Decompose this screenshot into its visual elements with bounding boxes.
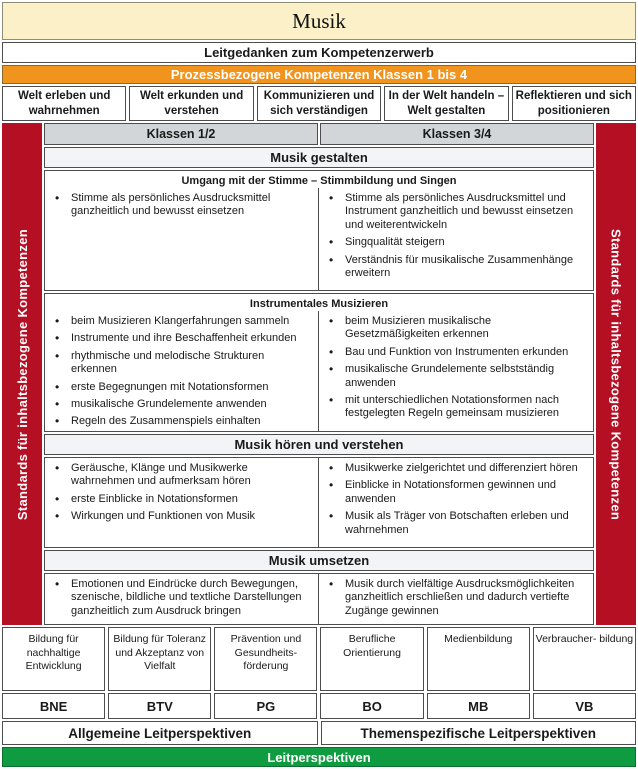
bullet-item: • musikalische Grundelemente selbstständig anwenden bbox=[321, 363, 587, 390]
leitperspektiven-banner bbox=[2, 747, 636, 767]
perspective-cell-pg: Prävention und Gesundheits- förderung bbox=[214, 627, 317, 691]
column-klassen-3-4 bbox=[319, 574, 593, 624]
perspective-cell-mb: Medienbildung bbox=[427, 627, 530, 691]
klassen-header-3-4: Klassen 3/4 bbox=[320, 123, 594, 145]
abbr-cell-vb: VB bbox=[533, 693, 636, 719]
bullet-item: • rhythmische und melodische Strukturen erkennen bbox=[47, 350, 312, 377]
process-competence-row bbox=[2, 86, 636, 121]
prozess-banner bbox=[2, 65, 636, 84]
subsection-instrumentales-musizieren bbox=[44, 293, 594, 432]
subsection-umgang-stimme bbox=[44, 170, 594, 291]
perspective-cell-btv: Bildung für Toleranz und Akzeptanz von Vielfalt bbox=[108, 627, 211, 691]
standards-table bbox=[2, 123, 636, 625]
subsection-title: Umgang mit der Stimme – Stimmbildung und Singen bbox=[181, 175, 457, 187]
bullet-list-right bbox=[321, 462, 587, 537]
bullet-item: • Musik als Träger von Botschaften erleben und wahrnehmen bbox=[321, 510, 587, 537]
bullet-item: • Instrumente und ihre Beschaffenheit erkunden bbox=[47, 332, 312, 345]
leitgedanken-banner bbox=[2, 42, 636, 63]
column-klassen-1-2 bbox=[45, 458, 319, 547]
section-header-musik-hoeren: Musik hören und verstehen bbox=[44, 434, 594, 455]
bullet-item: • erste Einblicke in Notationsformen bbox=[47, 493, 312, 506]
subsection-musik-umsetzen bbox=[44, 573, 594, 625]
bullet-item: • Bau und Funktion von Instrumenten erkunden bbox=[321, 346, 587, 359]
bullet-item: • musikalische Grundelemente anwenden bbox=[47, 398, 312, 411]
bullet-item: • Emotionen und Eindrücke durch Bewegungen, szenische, bildliche und textliche Darstellungen ganzheitlich zum Ausdruck bringen bbox=[47, 578, 312, 618]
abbr-cell-pg: PG bbox=[214, 693, 317, 719]
bullet-item: • Stimme als persönliches Ausdrucksmittel ganzheitlich und bewusst einsetzen bbox=[47, 192, 312, 219]
column-klassen-1-2 bbox=[45, 188, 319, 290]
bullet-list-left bbox=[47, 192, 312, 219]
abbr-cell-btv: BTV bbox=[108, 693, 211, 719]
group-cell-allgemeine: Allgemeine Leitperspektiven bbox=[2, 721, 318, 745]
group-cell-themenspezifische: Themenspezifische Leitperspektiven bbox=[321, 721, 637, 745]
bullet-item: • Singqualität steigern bbox=[321, 236, 587, 249]
process-cell-handeln: In der Welt handeln – Welt gestalten bbox=[384, 86, 508, 121]
column-klassen-3-4 bbox=[319, 458, 593, 547]
page-title-text: Musik bbox=[292, 8, 346, 33]
subsection-musik-hoeren bbox=[44, 457, 594, 548]
bullet-item: • Musikwerke zielgerichtet und differenziert hören bbox=[321, 462, 587, 475]
standards-bar-left bbox=[2, 123, 42, 625]
bullet-list-right bbox=[321, 578, 587, 618]
abbr-cell-mb: MB bbox=[427, 693, 530, 719]
leitgedanken-label: Leitgedanken zum Kompetenzerwerb bbox=[204, 45, 434, 60]
page-title bbox=[2, 2, 636, 40]
perspective-cell-bo: Berufliche Orientierung bbox=[320, 627, 423, 691]
section-header-musik-gestalten: Musik gestalten bbox=[44, 147, 594, 168]
leitperspektiven-row bbox=[2, 627, 636, 691]
perspective-group-row bbox=[2, 721, 636, 745]
bullet-list-right bbox=[321, 192, 587, 280]
abbr-cell-bo: BO bbox=[320, 693, 423, 719]
bullet-item: • Geräusche, Klänge und Musikwerke wahrnehmen und aufmerksam hören bbox=[47, 462, 312, 489]
standards-bar-right-label: Standards für inhaltsbezogene Kompetenzen bbox=[608, 228, 624, 520]
bullet-item: • Regeln des Zusammenspiels einhalten bbox=[47, 415, 312, 428]
klassen-header-1-2: Klassen 1/2 bbox=[44, 123, 318, 145]
bullet-list-left bbox=[47, 315, 312, 429]
column-klassen-1-2 bbox=[45, 311, 319, 431]
klassen-header-row bbox=[44, 123, 594, 145]
bullet-item: • Einblicke in Notationsformen gewinnen und anwenden bbox=[321, 479, 587, 506]
column-klassen-1-2 bbox=[45, 574, 319, 624]
standards-bar-left-label: Standards für inhaltsbezogene Kompetenzen bbox=[14, 228, 30, 520]
perspective-cell-bne: Bildung für nachhaltige Entwicklung bbox=[2, 627, 105, 691]
abbreviation-row bbox=[2, 693, 636, 719]
column-klassen-3-4 bbox=[319, 188, 593, 290]
bullet-item: • mit unterschiedlichen Notationsformen nach festgelegten Regeln gemeinsam musizieren bbox=[321, 394, 587, 421]
bullet-list-left bbox=[47, 462, 312, 524]
bullet-item: • Verständnis für musikalische Zusammenhänge erweitern bbox=[321, 254, 587, 281]
process-cell-reflektieren: Reflektieren und sich positionieren bbox=[512, 86, 636, 121]
bullet-item: • Musik durch vielfältige Ausdrucksmöglichkeiten ganzheitlich erschließen und dadurch vertiefte Zugänge gewinnen bbox=[321, 578, 587, 618]
bullet-item: • beim Musizieren Klangerfahrungen sammeln bbox=[47, 315, 312, 328]
leitperspektiven-banner-label: Leitperspektiven bbox=[267, 749, 371, 765]
bullet-item: • erste Begegnungen mit Notationsformen bbox=[47, 381, 312, 394]
standards-content bbox=[44, 123, 594, 625]
column-klassen-3-4 bbox=[319, 311, 593, 431]
bullet-list-left bbox=[47, 578, 312, 618]
prozess-banner-label: Prozessbezogene Kompetenzen Klassen 1 bis 4 bbox=[170, 67, 468, 82]
bullet-item: • beim Musizieren musikalische Gesetzmäßigkeiten erkennen bbox=[321, 315, 587, 342]
abbr-cell-bne: BNE bbox=[2, 693, 105, 719]
standards-bar-right bbox=[596, 123, 636, 625]
process-cell-kommunizieren: Kommunizieren und sich verständigen bbox=[257, 86, 381, 121]
bullet-list-right bbox=[321, 315, 587, 421]
section-header-musik-umsetzen: Musik umsetzen bbox=[44, 550, 594, 571]
process-cell-welt-erleben: Welt erleben und wahrnehmen bbox=[2, 86, 126, 121]
bullet-item: • Stimme als persönliches Ausdrucksmittel und Instrument ganzheitlich und bewusst einsetzen und weiterentwickeln bbox=[321, 192, 587, 232]
subsection-title: Instrumentales Musizieren bbox=[249, 298, 389, 310]
perspective-cell-vb: Verbraucher- bildung bbox=[533, 627, 636, 691]
bullet-item: • Wirkungen und Funktionen von Musik bbox=[47, 510, 312, 523]
process-cell-welt-erkunden: Welt erkunden und verstehen bbox=[129, 86, 253, 121]
